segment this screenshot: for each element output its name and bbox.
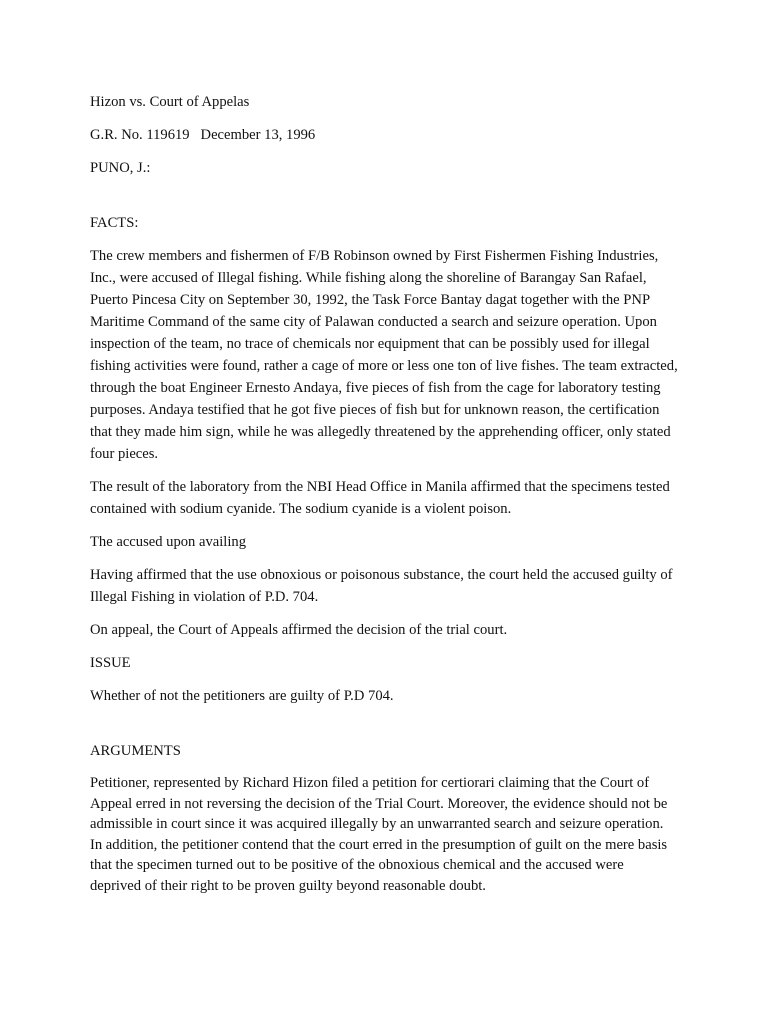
facts-paragraph-1: The crew members and fishermen of F/B Robinson owned by First Fishermen Fishing Industries, Inc., were accused of Illegal fishing. While fishing along the shoreline of Barangay San Rafael, Puerto Pincesa City on September 30, 1992, the Task Force Bantay dagat together with the PNP Maritime Command of the same city of Palawan conducted a search and seizure operation. Upon inspection of the team, no trace of chemicals nor equipment that can be possibly used for illegal fishing activities were found, rather a cage of more or less one ton of live fishes. The team extracted, through the boat Engineer Ernesto Andaya, five pieces of fish from the cage for laboratory testing purposes. Andaya testified that he got five pieces of fish but for unknown reason, the certification that they made him sign, while he was allegedly threatened by the apprehending officer, only stated four pieces. <box>90 248 678 462</box>
facts-heading: FACTS: <box>90 215 139 231</box>
gr-number-line: G.R. No. 119619 December 13, 1996 <box>90 127 316 143</box>
arguments-heading: ARGUMENTS <box>90 743 181 759</box>
issue-heading: ISSUE <box>90 655 131 671</box>
document-page <box>90 91 678 897</box>
facts-paragraph-5: On appeal, the Court of Appeals affirmed the decision of the trial court. <box>90 622 508 638</box>
facts-paragraph-2: The result of the laboratory from the NBI Head Office in Manila affirmed that the specimens tested contained with sodium cyanide. The sodium cyanide is a violent poison. <box>90 479 670 517</box>
case-title: Hizon vs. Court of Appelas <box>90 94 250 110</box>
facts-paragraph-4: Having affirmed that the use obnoxious or poisonous substance, the court held the accused guilty of Illegal Fishing in violation of P.D. 704. <box>90 567 673 605</box>
ponente: PUNO, J.: <box>90 160 151 176</box>
issue-text: Whether of not the petitioners are guilty of P.D 704. <box>90 688 394 704</box>
arguments-text: Petitioner, represented by Richard Hizon filed a petition for certiorari claiming that the Court of Appeal erred in not reversing the decision of the Trial Court. Moreover, the evidence should not be admissible in court since it was acquired illegally by an unwarranted search and seizure operation. In addition, the petitioner contend that the court erred in the presumption of guilt on the mere basis that the specimen turned out to be positive of the obnoxious chemical and the accused were deprived of their right to be proven guilty beyond reasonable doubt. <box>90 775 668 894</box>
facts-paragraph-3: The accused upon availing <box>90 534 247 550</box>
